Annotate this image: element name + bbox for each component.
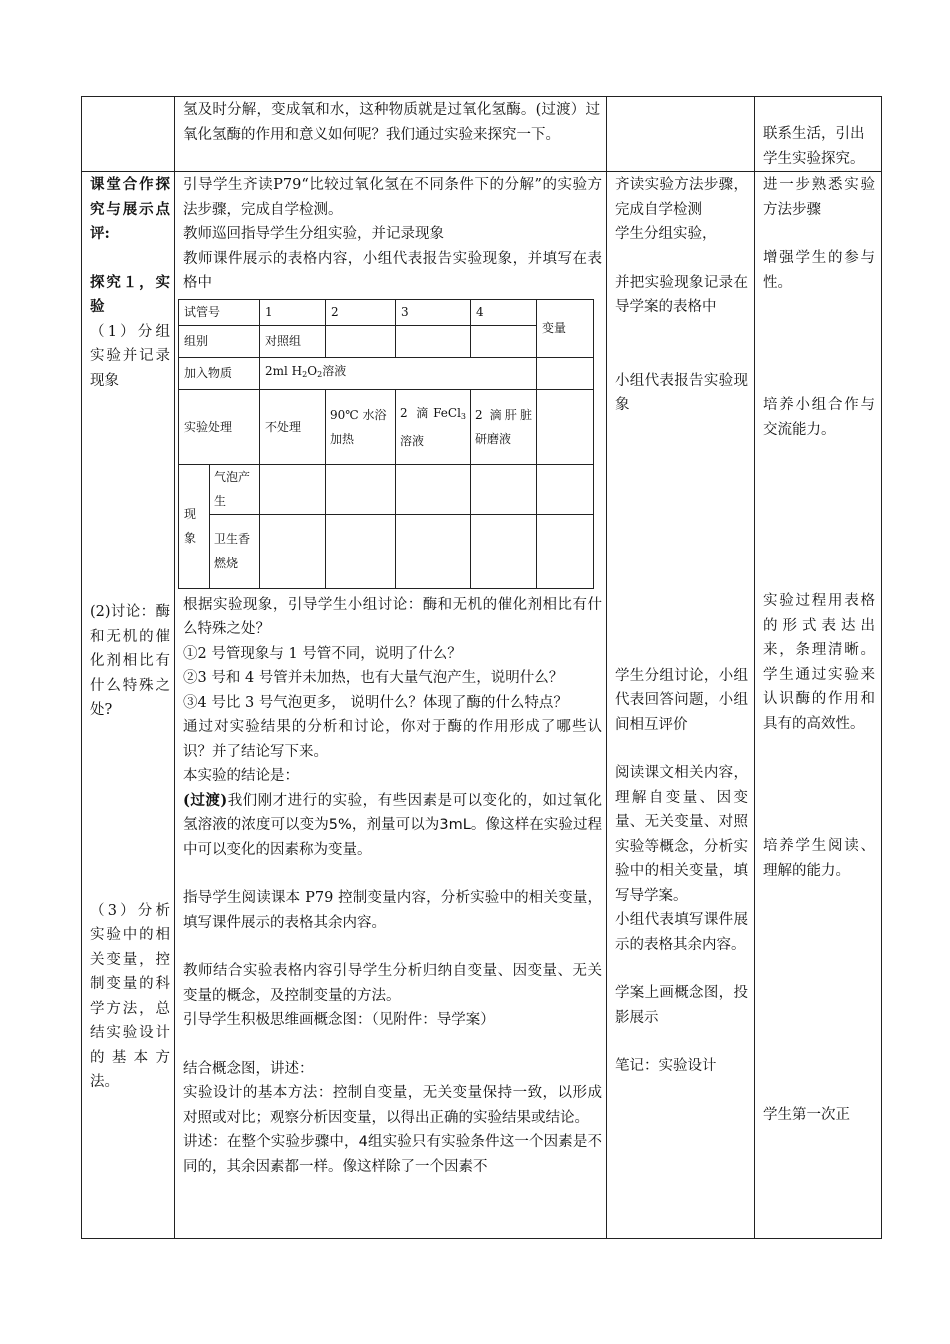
cell-stage xyxy=(82,172,175,1239)
added-substance-variable xyxy=(537,357,594,389)
treatment-3: 2 滴FeCl$_3$溶液 xyxy=(396,389,471,464)
step-2-label: (2)讨论：酶和无机的催化剂相比有什么特殊之处? xyxy=(90,604,170,718)
cell-teacher-activity xyxy=(175,172,607,1239)
intent-text-3: 培养小组合作与交流能力。 xyxy=(763,397,875,438)
teacher-para-9: 教师结合实验表格内容引导学生分析归纳自变量、因变量、无关变量的概念，及控制变量的方法。 xyxy=(183,963,602,1004)
incense-cell-2 xyxy=(326,514,396,588)
student-text-1: 齐读实验方法步骤，完成自学检测 xyxy=(615,177,748,218)
treatment-variable xyxy=(537,389,594,464)
teacher-para-12: 实验设计的基本方法：控制自变量，无关变量保持一致，以形成对照或对比；观察分析因变量，以得出正确的实验结果或结论。 xyxy=(183,1085,602,1126)
stage-heading: 课堂合作探究与展示点评: xyxy=(90,176,170,242)
cell-design-intent xyxy=(755,97,882,172)
group-label: 组别 xyxy=(179,325,260,357)
student-text-4: 小组代表报告实验现象 xyxy=(615,372,748,413)
transition-label: (过渡) xyxy=(183,791,228,809)
question-1: ①2 号管现象与 1 号管不同，说明了什么？ xyxy=(183,645,462,662)
incense-cell-1 xyxy=(260,514,326,588)
row1-intent-text: 联系生活，引出学生实验探究。 xyxy=(763,126,865,167)
row1-teacher-text: 氢及时分解，变成氧和水，这种物质就是过氧化氢酶。(过渡）过氧化氢酶的作用和意义如何呢？我们通过实验来探究一下。 xyxy=(183,102,600,143)
cell-student-activity xyxy=(607,97,755,172)
teacher-para-13: 讲述：在整个实验步骤中，4组实验只有实验条件这一个因素是不同的，其余因素都一样。像这样除了一个因素不 xyxy=(183,1134,603,1175)
student-text-9: 笔记：实验设计 xyxy=(615,1058,717,1074)
teacher-para-11: 结合概念图，讲述： xyxy=(183,1060,314,1077)
teacher-para-1: 引导学生齐读P79“比较过氧化氢在不同条件下的分解”的实验方法步骤，完成自学检测。 xyxy=(183,177,602,218)
intent-text-4: 实验过程用表格的形式表达出来，条理清晰。学生通过实验来认识酶的作用和具有的高效性。 xyxy=(763,593,875,732)
bubble-label: 气泡产生 xyxy=(210,464,260,514)
tube-1: 1 xyxy=(260,299,326,325)
added-substance-label: 加入物质 xyxy=(179,357,260,389)
treatment-4: 2 滴肝脏研磨液 xyxy=(471,389,537,464)
intent-text-6: 学生第一次正 xyxy=(763,1107,850,1123)
conclusion-label: 本实验的结论是： xyxy=(183,768,299,784)
step-1-label: （1）分组实验并记录现象 xyxy=(90,323,170,389)
incense-variable xyxy=(537,514,594,588)
incense-cell-4 xyxy=(471,514,537,588)
treatment-2: 90℃ 水浴加热 xyxy=(326,389,396,464)
intent-text-1: 进一步熟悉实验方法步骤 xyxy=(763,177,875,218)
experiment-record-table xyxy=(178,299,594,589)
teacher-para-4: 根据实验现象，引导学生小组讨论：酶和无机的催化剂相比有什么特殊之处？ xyxy=(183,596,602,637)
lesson-plan-table xyxy=(81,96,882,1239)
group-cell-3 xyxy=(396,325,471,357)
group-cell-4 xyxy=(471,325,537,357)
control-group-cell: 对照组 xyxy=(260,325,326,357)
bubble-variable xyxy=(537,464,594,514)
cell-design-intent xyxy=(755,172,882,1239)
treatment-label: 实验处理 xyxy=(179,389,260,464)
variable-header: 变量 xyxy=(537,299,594,357)
teacher-para-5: 通过对实验结果的分析和讨论，你对于酶的作用形成了哪些认识？并了结论写下来。 xyxy=(183,719,602,760)
bubble-cell-4 xyxy=(471,464,537,514)
student-text-6: 阅读课文相关内容，理解自变量、因变量、无关变量、对照实验等概念，分析实验中的相关变量，填写导学案。 xyxy=(615,765,748,904)
tube-3: 3 xyxy=(396,299,471,325)
teacher-para-8: 指导学生阅读课本 P79 控制变量内容，分析实验中的相关变量，填写课件展示的表格其余内容。 xyxy=(183,890,602,931)
treatment-1: 不处理 xyxy=(260,389,326,464)
bubble-cell-2 xyxy=(326,464,396,514)
intent-text-2: 增强学生的参与性。 xyxy=(763,250,875,291)
student-text-7: 小组代表填写课件展示的表格其余内容。 xyxy=(615,912,748,953)
table-row xyxy=(82,97,882,172)
cell-student-activity xyxy=(607,172,755,1239)
question-3: ③4 号比 3 号气泡更多， 说明什么？体现了酶的什么特点？ xyxy=(183,694,568,711)
teacher-para-10: 引导学生积极思维画概念图：（见附件：导学案） xyxy=(183,1012,495,1028)
teacher-para-2: 教师巡回指导学生分组实验，并记录现象 xyxy=(183,226,444,242)
student-text-3: 并把实验现象记录在导学案的表格中 xyxy=(615,274,748,315)
student-text-5: 学生分组讨论，小组代表回答问题，小组间相互评价 xyxy=(615,667,748,733)
cell-stage xyxy=(82,97,175,172)
cell-teacher-activity xyxy=(175,97,607,172)
bubble-cell-3 xyxy=(396,464,471,514)
teacher-para-3: 教师课件展示的表格内容，小组代表报告实验现象，并填写在表格中 xyxy=(183,250,602,291)
intent-text-5: 培养学生阅读、理解的能力。 xyxy=(763,838,875,879)
tube-4: 4 xyxy=(471,299,537,325)
table-row xyxy=(82,172,882,1239)
question-2: ②3 号和 4 号管并未加热，也有大量气泡产生，说明什么？ xyxy=(183,670,564,686)
student-text-2: 学生分组实验， xyxy=(615,226,717,242)
added-substance-value: 2ml $H_2O_2$溶液 xyxy=(260,357,537,389)
group-cell-2 xyxy=(326,325,396,357)
step-3-label: （3）分析实验中的相关变量，控制变量的科学方法，总结实验设计的基本方法。 xyxy=(90,902,170,1090)
incense-cell-3 xyxy=(396,514,471,588)
tube-2: 2 xyxy=(326,299,396,325)
student-text-8: 学案上画概念图，投影展示 xyxy=(615,985,748,1026)
phenomenon-label: 现象 xyxy=(179,464,210,588)
incense-label: 卫生香燃烧 xyxy=(210,514,260,588)
explore-1-label: 探究１，实验 xyxy=(90,273,170,315)
bubble-cell-1 xyxy=(260,464,326,514)
teacher-para-7: (过渡)我们刚才进行的实验，有些因素是可以变化的，如过氧化氢溶液的浓度可以变为5%，剂量可以为3mL。像这样在实验过程中可以变化的因素称为变量。 xyxy=(183,791,603,858)
tube-number-label: 试管号 xyxy=(179,299,260,325)
